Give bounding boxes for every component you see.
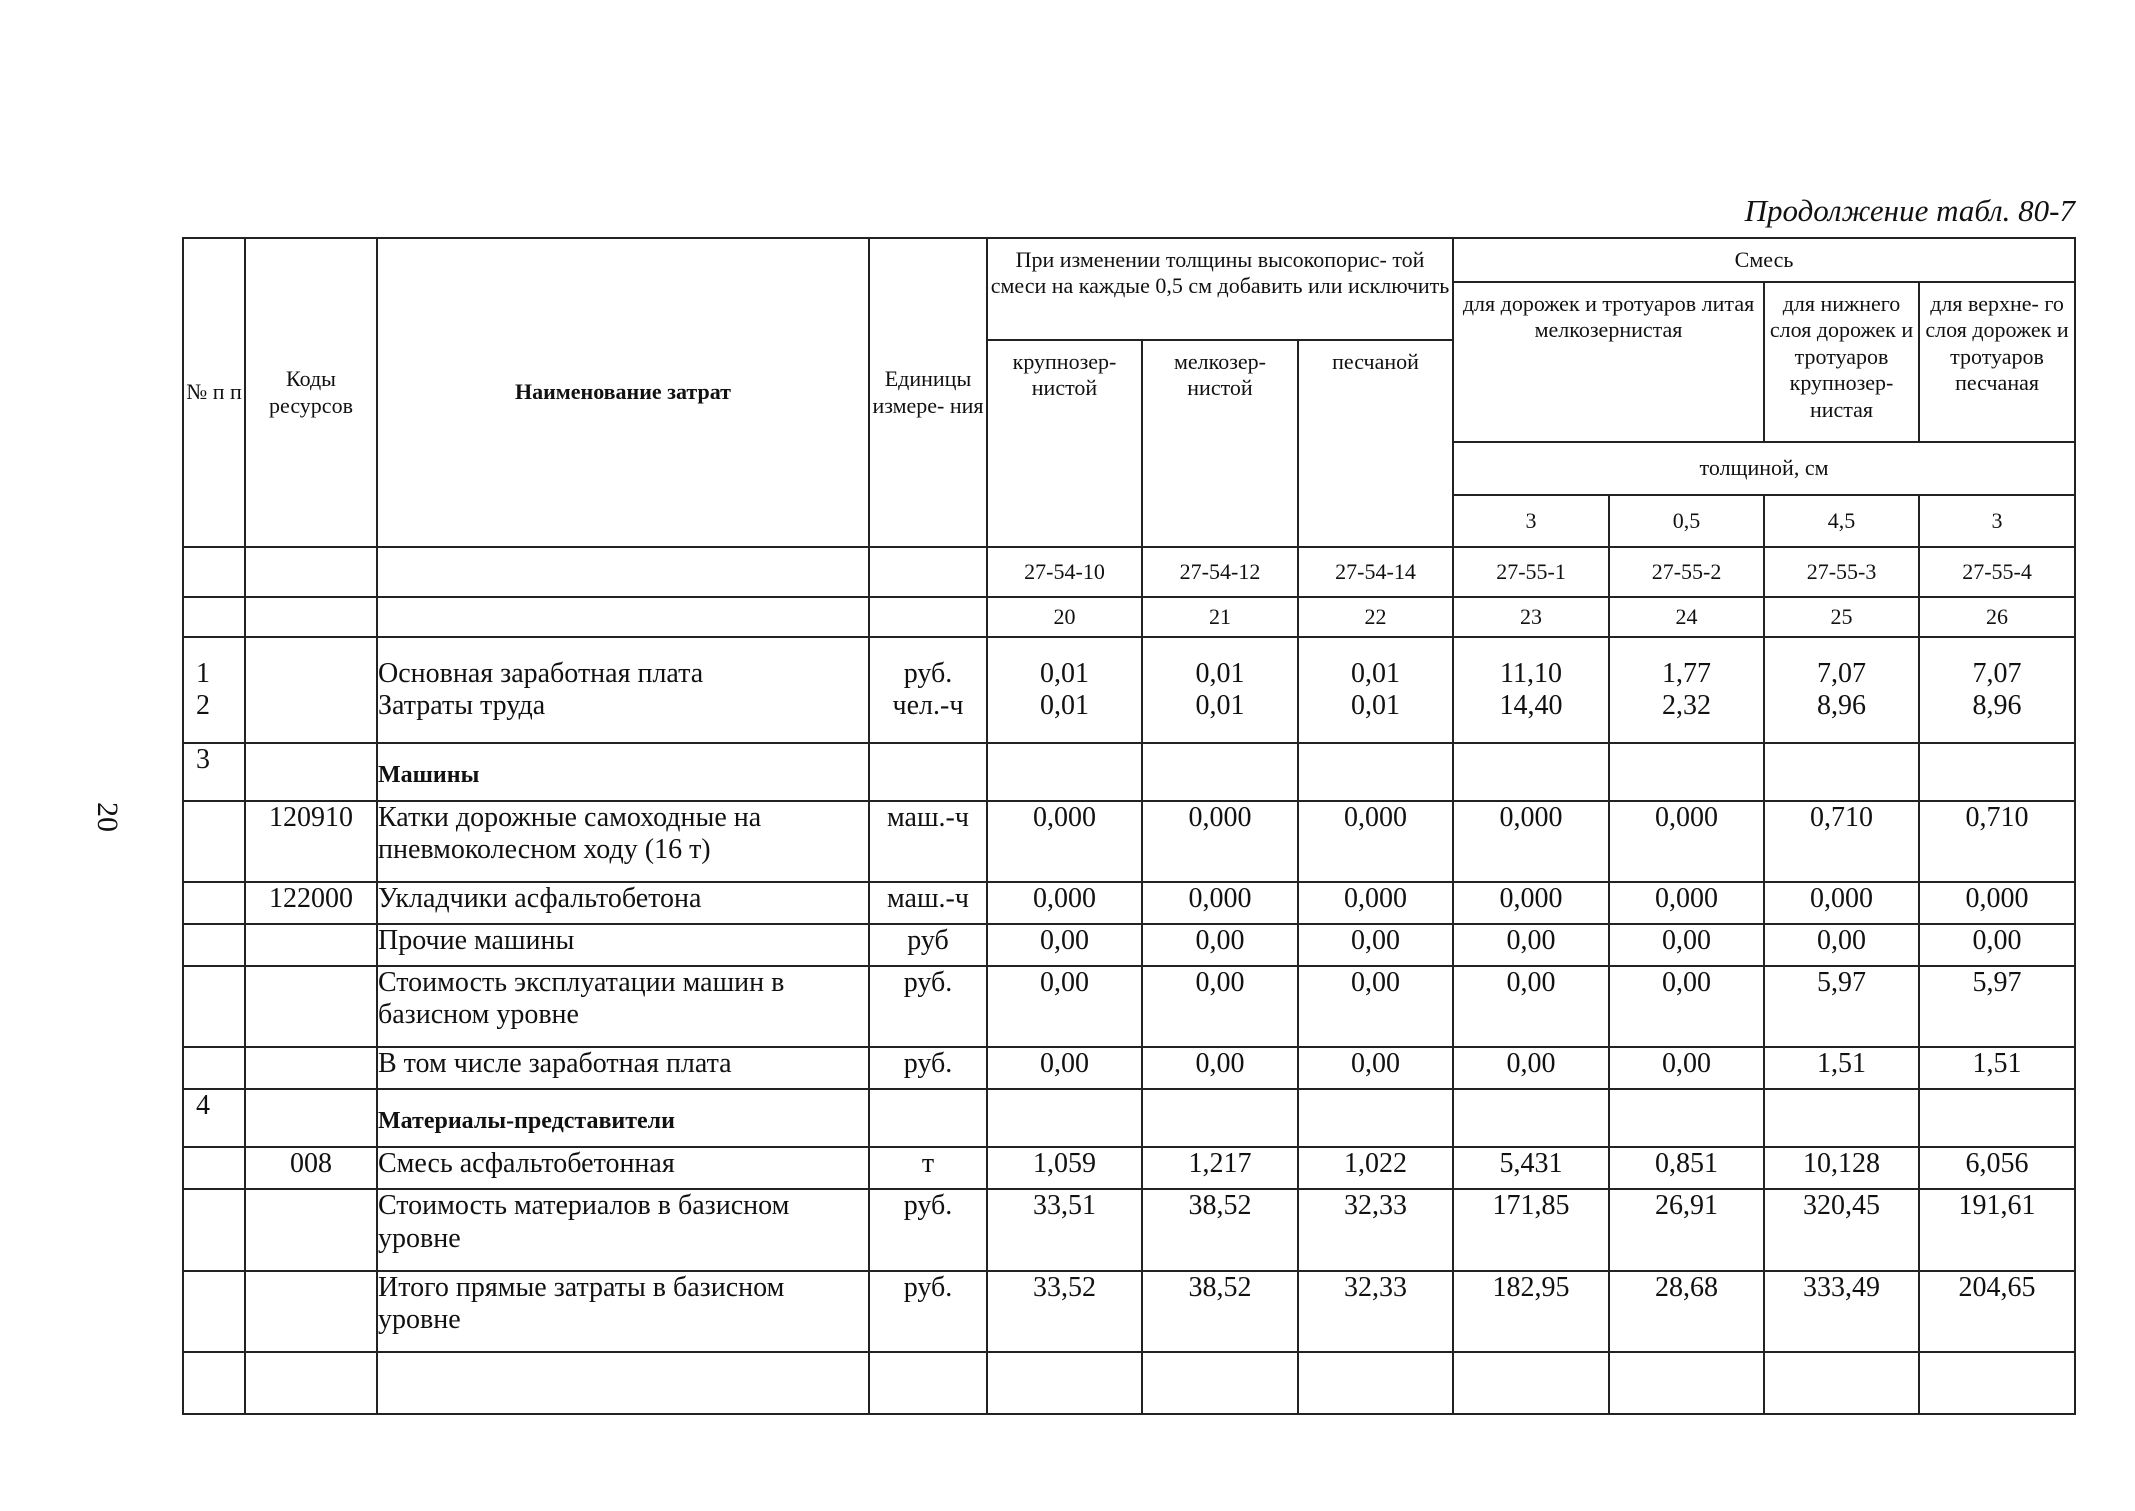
value-cell: 0,01 0,01	[1298, 637, 1453, 743]
value-cell: 0,000	[1453, 801, 1609, 882]
cost-name: Смесь асфальтобетонная	[377, 1147, 869, 1189]
norm-code: 27-54-12	[1142, 547, 1298, 597]
empty-cell	[1142, 1352, 1298, 1414]
value-cell	[987, 743, 1142, 801]
table-row-spacer	[183, 1352, 2075, 1414]
section-title: Машины	[377, 743, 869, 801]
value-cell	[1609, 743, 1764, 801]
table-row	[183, 882, 2075, 924]
row-number	[183, 1047, 245, 1089]
value-cell: 0,00	[1609, 1047, 1764, 1089]
thickness-value: 3	[1453, 495, 1609, 547]
value-cell: 1,77 2,32	[1609, 637, 1764, 743]
value-cell: 38,52	[1142, 1189, 1298, 1270]
value-cell	[1298, 743, 1453, 801]
table-row	[183, 1047, 2075, 1089]
value-cell	[1919, 743, 2075, 801]
value-cell: 0,000	[1919, 882, 2075, 924]
value-cell: 0,000	[987, 882, 1142, 924]
empty-cell	[987, 1352, 1142, 1414]
table-continuation-caption: Продолжение табл. 80-7	[1744, 193, 2075, 228]
table-row	[183, 1147, 2075, 1189]
value-cell: 0,00	[1453, 966, 1609, 1047]
norm-code: 27-54-10	[987, 547, 1142, 597]
value-cell: 0,00	[1298, 924, 1453, 966]
value-cell: 0,000	[1609, 882, 1764, 924]
value-cell	[1453, 1089, 1609, 1147]
value-cell: 0,710	[1919, 801, 2075, 882]
value-cell	[1764, 743, 1919, 801]
unit: т	[869, 1147, 987, 1189]
value-cell	[1764, 1089, 1919, 1147]
norm-code: 27-54-14	[1298, 547, 1453, 597]
value-cell	[1919, 1089, 2075, 1147]
table-header	[183, 238, 2075, 637]
value-cell: 0,710	[1764, 801, 1919, 882]
unit: маш.-ч	[869, 882, 987, 924]
value-cell: 0,851	[1609, 1147, 1764, 1189]
empty-cell	[1298, 1352, 1453, 1414]
value-cell: 0,000	[1298, 882, 1453, 924]
resource-code: 120910	[245, 801, 377, 882]
header-mix-lower-coarse: для нижнего слоя дорожек и тротуаров крупнозер- нистая	[1764, 282, 1919, 442]
value-cell: 0,00	[1453, 924, 1609, 966]
value-cell	[1453, 743, 1609, 801]
cost-name: Стоимость материалов в базисном уровне	[377, 1189, 869, 1270]
unit: руб.	[869, 966, 987, 1047]
value-cell: 191,61	[1919, 1189, 2075, 1270]
header-mix-group: Смесь	[1453, 238, 2075, 282]
thickness-value: 0,5	[1609, 495, 1764, 547]
header-mix-upper-sand: для верхне- го слоя дорожек и тротуаров песчаная	[1919, 282, 2075, 442]
resource-code: 122000	[245, 882, 377, 924]
value-cell: 182,95	[1453, 1271, 1609, 1352]
row-number	[183, 966, 245, 1047]
resource-code	[245, 924, 377, 966]
resource-code	[245, 637, 377, 743]
value-cell: 0,01 0,01	[1142, 637, 1298, 743]
table-row	[183, 1189, 2075, 1270]
value-cell	[1142, 1089, 1298, 1147]
cost-name: В том числе заработная плата	[377, 1047, 869, 1089]
row-number: 4	[183, 1089, 245, 1147]
value-cell: 0,000	[987, 801, 1142, 882]
header-mix-cast-fine: для дорожек и тротуаров литая мелкозернистая	[1453, 282, 1764, 442]
cost-name: Катки дорожные самоходные на пневмоколесном ходу (16 т)	[377, 801, 869, 882]
header-resource-codes: Коды ресурсов	[245, 238, 377, 547]
value-cell: 0,00	[1609, 924, 1764, 966]
value-cell: 0,000	[1142, 882, 1298, 924]
row-number	[183, 1189, 245, 1270]
cost-name: Основная заработная плата Затраты труда	[377, 637, 869, 743]
table-row	[183, 966, 2075, 1047]
row-number	[183, 924, 245, 966]
header-fine: мелкозер- нистой	[1142, 340, 1298, 547]
resource-code	[245, 1089, 377, 1147]
empty-cell	[1919, 1352, 2075, 1414]
header-blank	[245, 547, 377, 597]
empty-cell	[183, 1352, 245, 1414]
value-cell: 0,00	[987, 966, 1142, 1047]
header-unit: Единицы измере- ния	[869, 238, 987, 547]
column-number: 26	[1919, 597, 2075, 637]
value-cell: 0,00	[1142, 924, 1298, 966]
column-number: 24	[1609, 597, 1764, 637]
column-number: 23	[1453, 597, 1609, 637]
page-number: 20	[91, 802, 124, 832]
value-cell: 1,059	[987, 1147, 1142, 1189]
table-row	[183, 637, 2075, 743]
value-cell: 1,51	[1764, 1047, 1919, 1089]
value-cell: 0,00	[987, 1047, 1142, 1089]
value-cell: 38,52	[1142, 1271, 1298, 1352]
empty-cell	[377, 1352, 869, 1414]
resource-code	[245, 1047, 377, 1089]
resource-code	[245, 966, 377, 1047]
value-cell: 6,056	[1919, 1147, 2075, 1189]
cost-name: Стоимость эксплуатации машин в базисном уровне	[377, 966, 869, 1047]
table-row	[183, 743, 2075, 801]
value-cell: 10,128	[1764, 1147, 1919, 1189]
value-cell: 5,97	[1919, 966, 2075, 1047]
unit	[869, 743, 987, 801]
header-thickness: толщиной, см	[1453, 442, 2075, 495]
value-cell: 1,217	[1142, 1147, 1298, 1189]
table-row	[183, 1271, 2075, 1352]
norm-code: 27-55-4	[1919, 547, 2075, 597]
value-cell: 1,022	[1298, 1147, 1453, 1189]
header-blank	[183, 597, 245, 637]
value-cell: 320,45	[1764, 1189, 1919, 1270]
row-number	[183, 882, 245, 924]
value-cell: 0,00	[1453, 1047, 1609, 1089]
norm-code: 27-55-3	[1764, 547, 1919, 597]
row-number	[183, 801, 245, 882]
empty-cell	[1453, 1352, 1609, 1414]
value-cell: 7,07 8,96	[1919, 637, 2075, 743]
header-blank	[869, 597, 987, 637]
value-cell: 204,65	[1919, 1271, 2075, 1352]
row-number: 1 2	[183, 637, 245, 743]
value-cell: 5,97	[1764, 966, 1919, 1047]
cost-name: Итого прямые затраты в базисном уровне	[377, 1271, 869, 1352]
unit: руб. чел.-ч	[869, 637, 987, 743]
value-cell: 0,000	[1142, 801, 1298, 882]
value-cell: 33,52	[987, 1271, 1142, 1352]
section-title: Материалы-представители	[377, 1089, 869, 1147]
table-row	[183, 924, 2075, 966]
table-body	[183, 637, 2075, 1414]
value-cell: 0,00	[1764, 924, 1919, 966]
value-cell: 171,85	[1453, 1189, 1609, 1270]
column-number: 25	[1764, 597, 1919, 637]
value-cell: 0,00	[1919, 924, 2075, 966]
resource-code	[245, 743, 377, 801]
unit: руб.	[869, 1189, 987, 1270]
value-cell: 0,00	[1142, 966, 1298, 1047]
header-blank	[183, 547, 245, 597]
cost-name: Прочие машины	[377, 924, 869, 966]
norm-code: 27-55-1	[1453, 547, 1609, 597]
value-cell: 0,00	[1298, 1047, 1453, 1089]
header-blank	[245, 597, 377, 637]
column-number: 21	[1142, 597, 1298, 637]
unit: руб	[869, 924, 987, 966]
header-coarse: крупнозер- нистой	[987, 340, 1142, 547]
resource-code	[245, 1189, 377, 1270]
row-number	[183, 1147, 245, 1189]
header-blank	[869, 547, 987, 597]
value-cell: 32,33	[1298, 1271, 1453, 1352]
value-cell: 28,68	[1609, 1271, 1764, 1352]
header-cost-name: Наименование затрат	[377, 238, 869, 547]
value-cell: 5,431	[1453, 1147, 1609, 1189]
value-cell: 0,00	[1609, 966, 1764, 1047]
empty-cell	[245, 1352, 377, 1414]
header-blank	[377, 547, 869, 597]
value-cell	[1609, 1089, 1764, 1147]
unit: маш.-ч	[869, 801, 987, 882]
value-cell: 0,000	[1609, 801, 1764, 882]
empty-cell	[1764, 1352, 1919, 1414]
resource-code	[245, 1271, 377, 1352]
column-number: 20	[987, 597, 1142, 637]
value-cell: 0,000	[1453, 882, 1609, 924]
thickness-value: 4,5	[1764, 495, 1919, 547]
value-cell: 0,000	[1298, 801, 1453, 882]
thickness-value: 3	[1919, 495, 2075, 547]
value-cell: 1,51	[1919, 1047, 2075, 1089]
norm-code: 27-55-2	[1609, 547, 1764, 597]
column-number: 22	[1298, 597, 1453, 637]
table-row	[183, 1089, 2075, 1147]
value-cell: 11,10 14,40	[1453, 637, 1609, 743]
unit: руб.	[869, 1047, 987, 1089]
resource-code: 008	[245, 1147, 377, 1189]
row-number: 3	[183, 743, 245, 801]
value-cell: 0,00	[987, 924, 1142, 966]
table-row	[183, 801, 2075, 882]
empty-cell	[869, 1352, 987, 1414]
value-cell: 333,49	[1764, 1271, 1919, 1352]
value-cell: 0,000	[1764, 882, 1919, 924]
value-cell: 32,33	[1298, 1189, 1453, 1270]
cost-name: Укладчики асфальтобетона	[377, 882, 869, 924]
cost-table	[182, 237, 2076, 1415]
value-cell	[1142, 743, 1298, 801]
header-sand: песчаной	[1298, 340, 1453, 547]
value-cell: 7,07 8,96	[1764, 637, 1919, 743]
value-cell: 0,01 0,01	[987, 637, 1142, 743]
row-number	[183, 1271, 245, 1352]
value-cell: 0,00	[1142, 1047, 1298, 1089]
value-cell: 33,51	[987, 1189, 1142, 1270]
empty-cell	[1609, 1352, 1764, 1414]
value-cell	[1298, 1089, 1453, 1147]
header-blank	[377, 597, 869, 637]
header-thickness-change-group: При изменении толщины высокопорис- той смеси на каждые 0,5 см добавить или исключить	[987, 238, 1453, 340]
unit: руб.	[869, 1271, 987, 1352]
value-cell: 0,00	[1298, 966, 1453, 1047]
value-cell	[987, 1089, 1142, 1147]
value-cell: 26,91	[1609, 1189, 1764, 1270]
header-row-number: № п п	[183, 238, 245, 547]
unit	[869, 1089, 987, 1147]
